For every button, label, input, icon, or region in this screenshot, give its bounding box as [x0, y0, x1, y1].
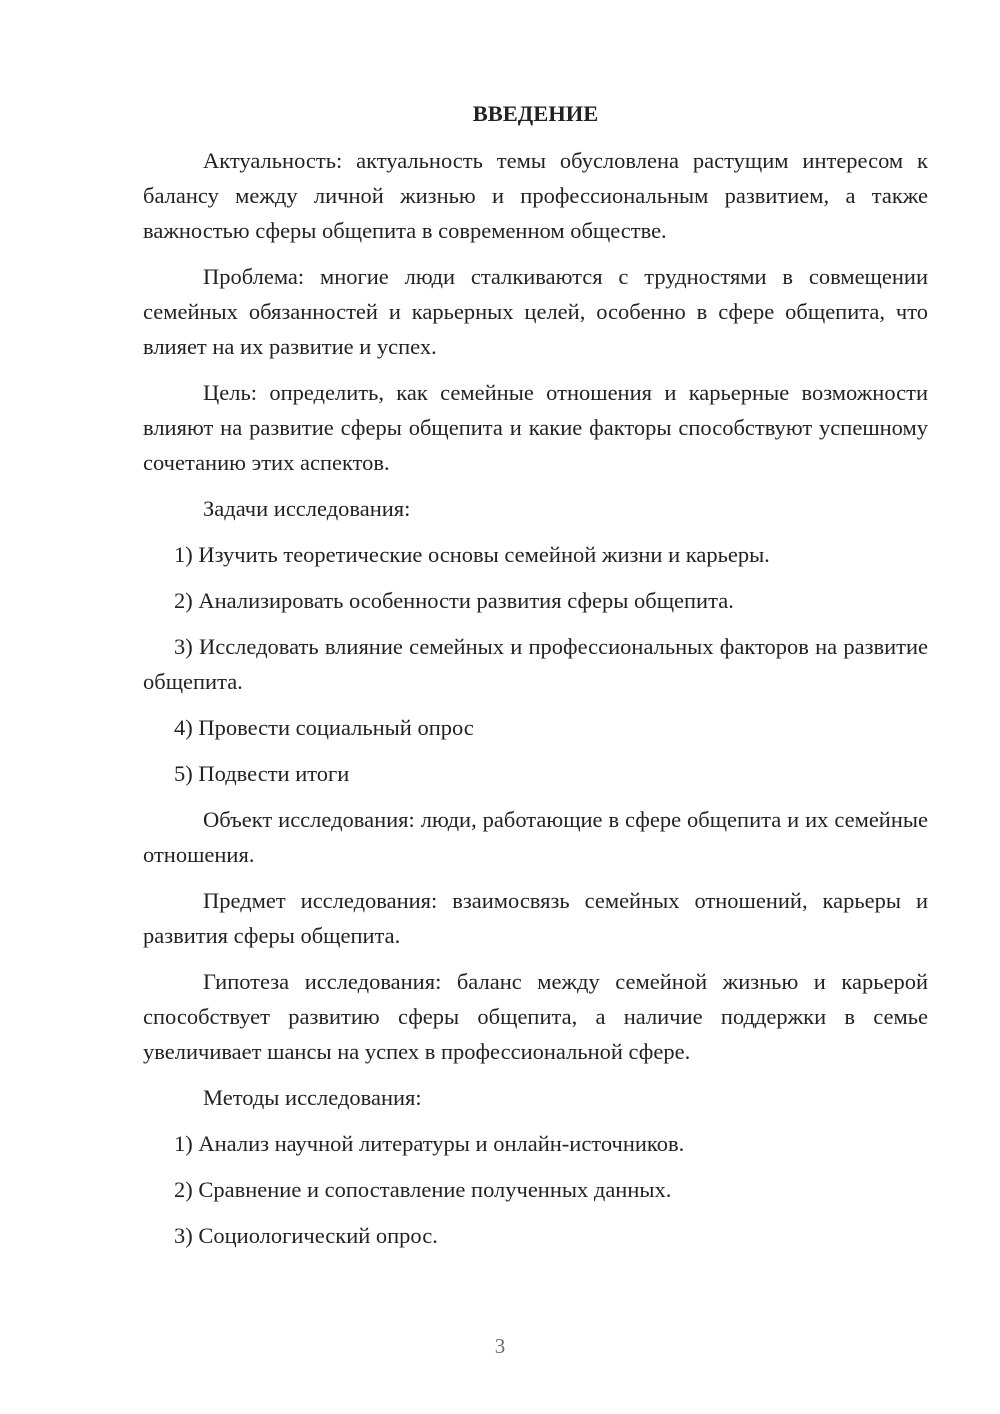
page-number: 3 — [494, 1334, 506, 1358]
relevance-paragraph: Актуальность: актуальность темы обусловлена растущим интересом к балансу между личной жизнью и профессиональным развитием, а также важностью сферы общепита в современном обществе. — [143, 148, 928, 243]
subject-paragraph: Предмет исследования: взаимосвязь семейных отношений, карьеры и развития сферы общепита. — [143, 888, 928, 948]
goal-paragraph: Цель: определить, как семейные отношения и карьерные возможности влияют на развитие сферы общепита и какие факторы способствуют успешному сочетанию этих аспектов. — [143, 380, 928, 475]
task-item: 4) Провести социальный опрос — [174, 715, 474, 740]
task-item: 3) Исследовать влияние семейных и профессиональных факторов на развитие общепита. — [143, 634, 928, 694]
tasks-heading: Задачи исследования: — [203, 496, 411, 521]
task-item: 1) Изучить теоретические основы семейной жизни и карьеры. — [174, 542, 770, 567]
object-paragraph: Объект исследования: люди, работающие в сфере общепита и их семейные отношения. — [143, 807, 928, 867]
hypothesis-paragraph: Гипотеза исследования: баланс между семейной жизнью и карьерой способствует развитию сферы общепита, а наличие поддержки в семье увеличивает шансы на успех в профессиональной сфере. — [143, 969, 928, 1064]
task-item: 5) Подвести итоги — [174, 761, 350, 786]
document-body — [143, 96, 928, 1264]
problem-paragraph: Проблема: многие люди сталкиваются с трудностями в совмещении семейных обязанностей и карьерных целей, особенно в сфере общепита, что влияет на их развитие и успех. — [143, 264, 928, 359]
method-item: 2) Сравнение и сопоставление полученных данных. — [174, 1177, 672, 1202]
section-title: ВВЕДЕНИЕ — [472, 101, 599, 126]
method-item: 3) Социологический опрос. — [174, 1223, 438, 1248]
method-item: 1) Анализ научной литературы и онлайн-источников. — [174, 1131, 685, 1156]
task-item: 2) Анализировать особенности развития сферы общепита. — [174, 588, 734, 613]
methods-heading: Методы исследования: — [203, 1085, 422, 1110]
